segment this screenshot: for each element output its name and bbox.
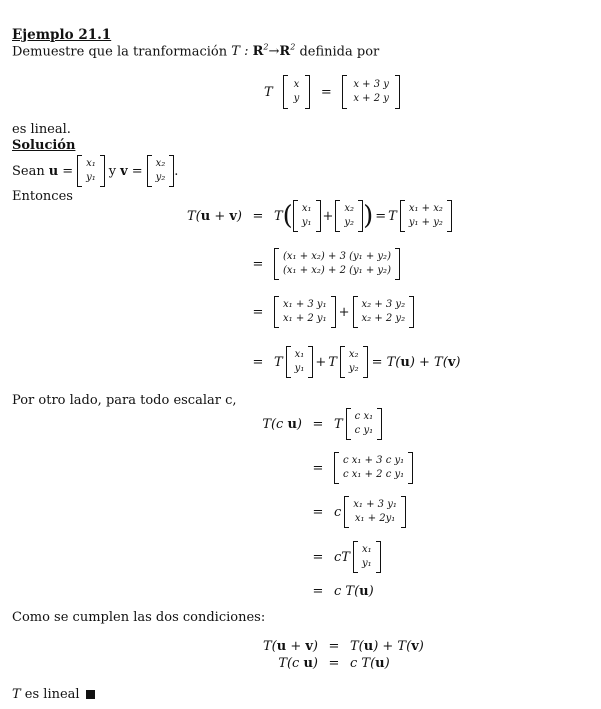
intro-def-text: definida por (299, 44, 380, 60)
condition-additivity: T(u + v) = T(u) + T(v) (256, 640, 424, 653)
homogeneity-step-5: = c T(u) (312, 584, 374, 599)
sum-result: = T(u) + T(v) (371, 354, 461, 370)
cond1-rhs: T(u) + T(v) (350, 639, 424, 654)
cond1-lhs: T(u + v) (262, 639, 318, 654)
additivity-step-2: = (x₁ + x₂) + 3 (y₁ + y₂) (x₁ + x₂) + 2 (y₁ + y₂) (242, 248, 400, 280)
scal-step1-vector: c x₁ c y₁ (346, 408, 382, 440)
problem-statement (12, 44, 379, 58)
homogeneity-step-2: = c x₁ + 3 c y₁ c x₁ + 2 c y₁ (302, 452, 413, 484)
scal-step3-vector: x₁ + 3 y₁ x₁ + 2y₁ (344, 496, 406, 528)
additivity-step-4: = T x₁ y₁ + T x₂ y₂ = T(u) + T(v) (242, 346, 460, 378)
scal-final: c T(u) (334, 584, 374, 599)
sum-step2-vector: (x₁ + x₂) + 3 (y₁ + y₂) (x₁ + x₂) + 2 (y₁ + y₂) (274, 248, 400, 280)
def-T: T (264, 84, 273, 100)
homogeneity-step-4: = cT x₁ y₁ (302, 541, 381, 573)
condition-homogeneity: T(c u) = c T(u) (256, 657, 390, 670)
v-vector: x₂ y₂ (147, 155, 175, 187)
homogeneity-step-1: T(c u) = T c x₁ c y₁ (256, 408, 382, 440)
como-se-text: Como se cumplen las dos condiciones: (12, 610, 266, 625)
map-symbol: T : $R^2\to R^2$ (231, 43, 296, 60)
sum-lhs: T(u + v) (186, 208, 242, 224)
example-title: Ejemplo 21.1 (12, 27, 112, 43)
es-lineal-text: es lineal. (12, 122, 71, 137)
sum-step1-vector: x₁ + x₂ y₁ + y₂ (400, 200, 452, 232)
scal-step4-vector: x₁ y₁ (353, 541, 381, 573)
additivity-step-3: = x₁ + 3 y₁ x₁ + 2 y₁ + x₂ + 3 y₂ x₂ + 2 y₂ (242, 296, 414, 328)
conclusion: T es lineal (12, 688, 95, 701)
homogeneity-step-3: = c x₁ + 3 y₁ x₁ + 2y₁ (302, 496, 406, 528)
sean-text: Sean (12, 163, 45, 179)
y-text: y (108, 163, 117, 179)
scal-lhs: T(c u) (262, 416, 302, 432)
cond2-rhs: c T(u) (350, 656, 390, 671)
definition-equation: T x y = x + 3 y x + 2 y (264, 75, 400, 109)
def-output-vector: x + 3 y x + 2 y (342, 75, 400, 109)
intro-text: Demuestre que la tranformación (12, 44, 228, 60)
def-input-vector: x y (283, 75, 311, 109)
cond2-lhs: T(c u) (278, 656, 318, 671)
let-vectors: Sean u = x₁ y₁ y v = x₂ y₂ . (12, 155, 178, 187)
u-vector: x₁ y₁ (77, 155, 105, 187)
entonces-text: Entonces (12, 189, 73, 204)
qed-square-icon (86, 690, 95, 699)
scal-step2-vector: c x₁ + 3 c y₁ c x₁ + 2 c y₁ (334, 452, 413, 484)
additivity-step-1: T(u + v) = T ( x₁ y₁ + x₂ y₂ ) = T x₁ + x₂ y₁ + y₂ (180, 200, 452, 232)
solution-heading: Solución (12, 138, 76, 153)
por-otro-lado-text: Por otro lado, para todo escalar c, (12, 393, 237, 408)
